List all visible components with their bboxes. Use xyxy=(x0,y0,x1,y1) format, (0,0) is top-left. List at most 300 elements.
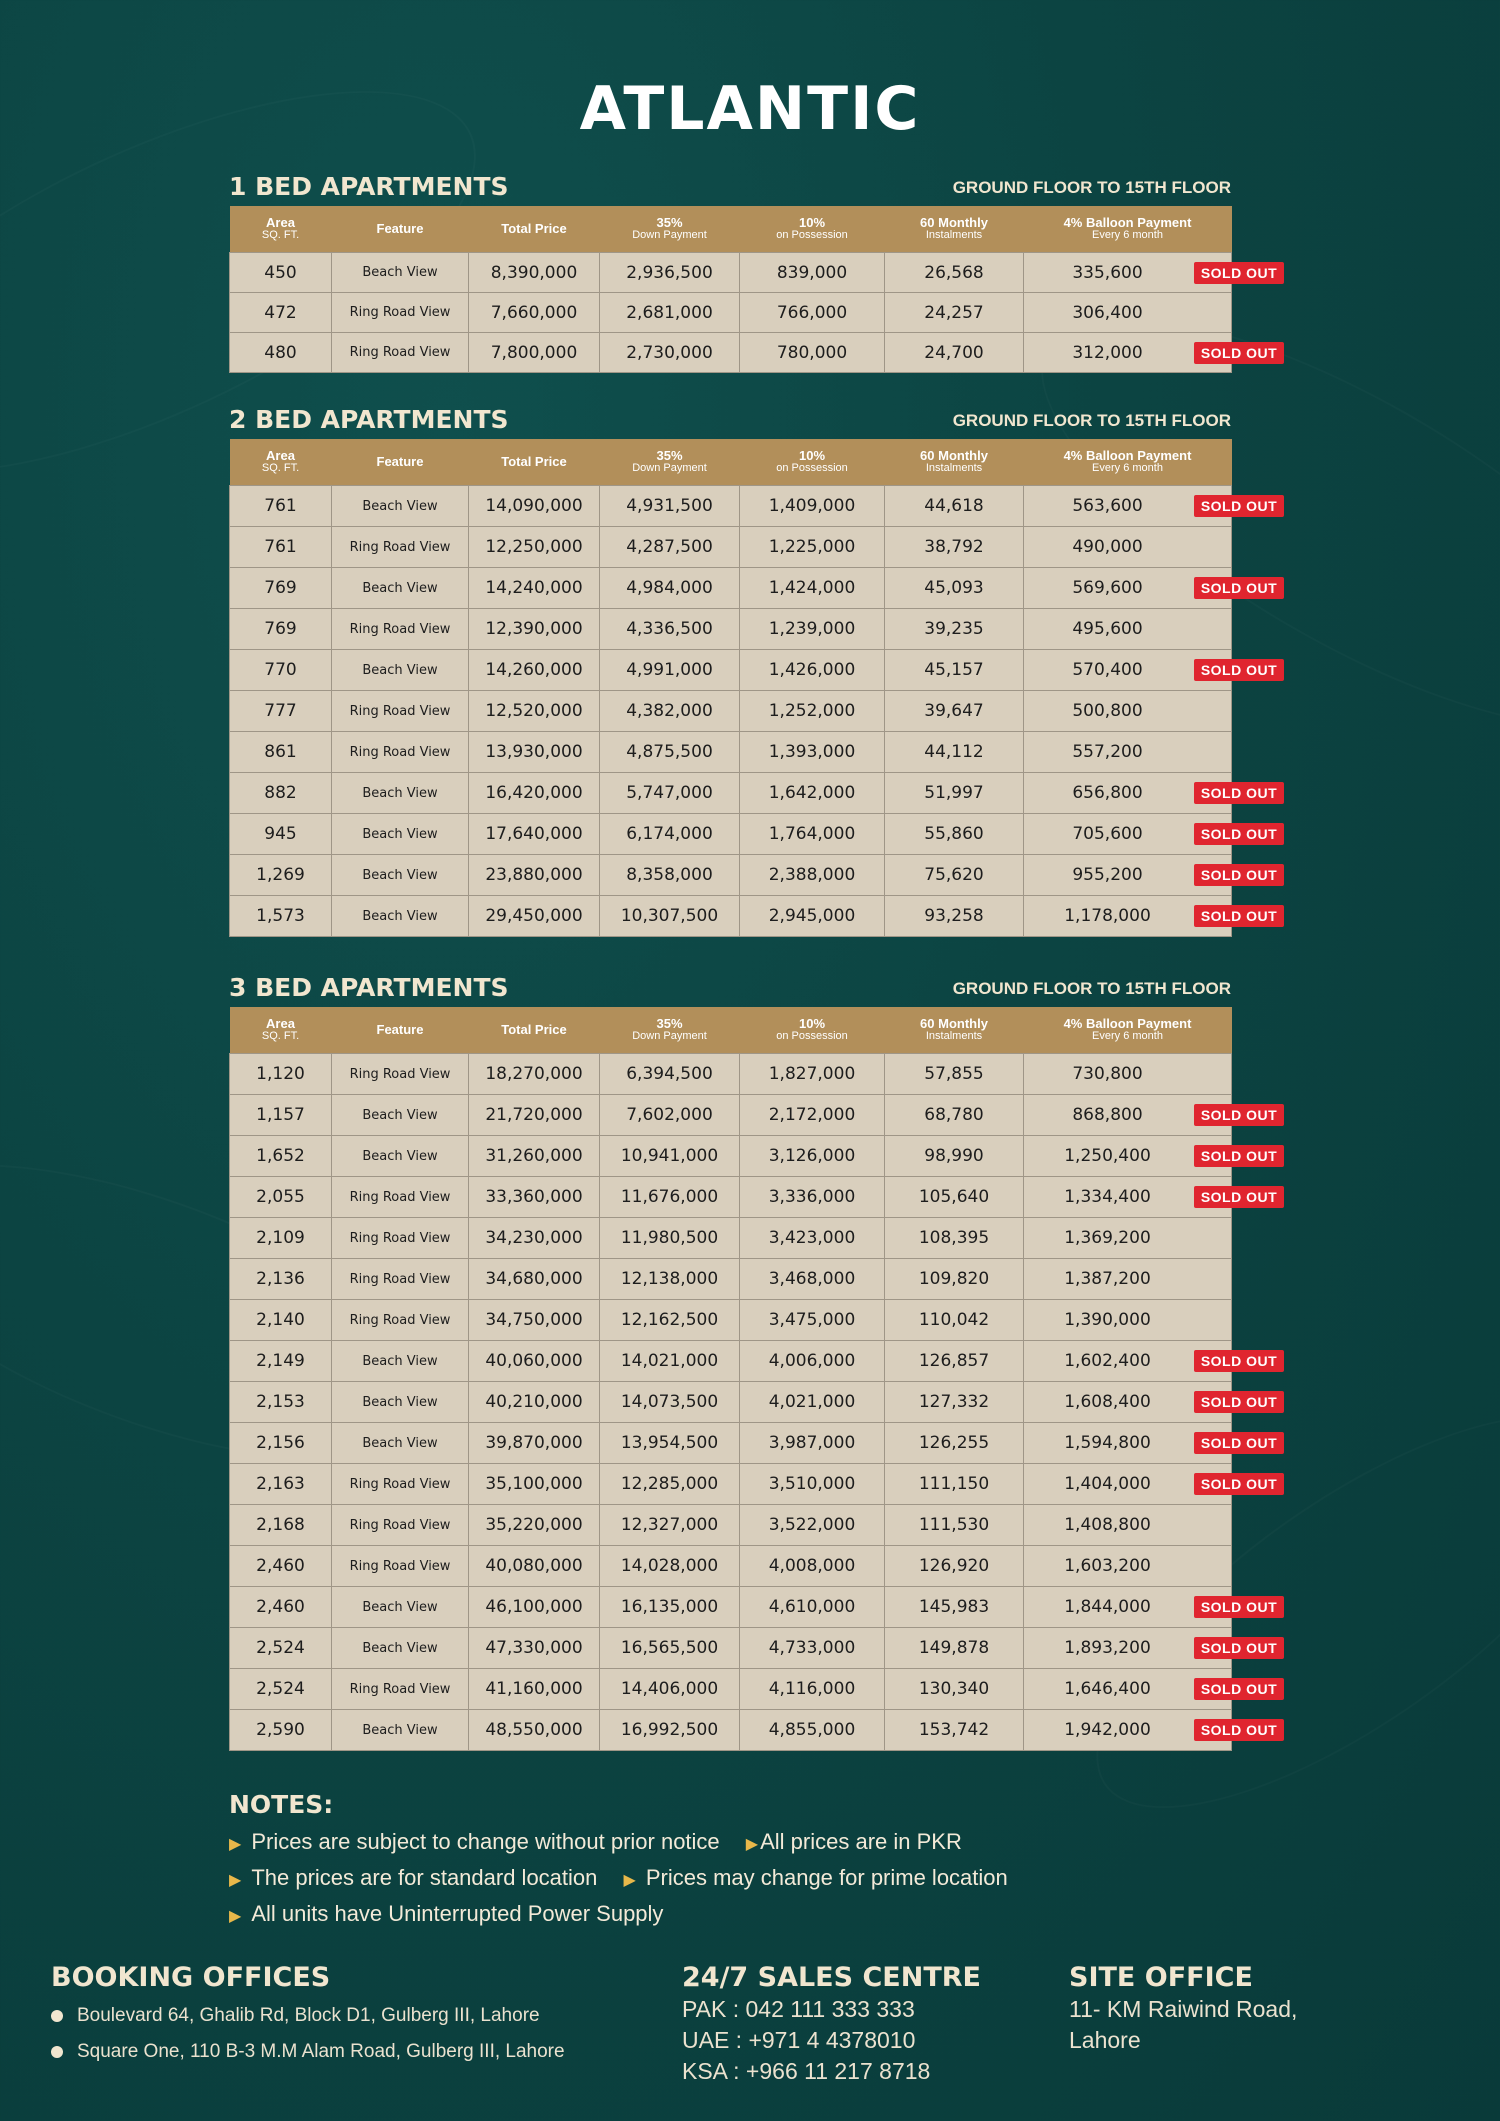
column-header-label: Feature xyxy=(376,221,424,236)
sold-out-badge: SOLD OUT xyxy=(1194,905,1284,927)
section-3-bed xyxy=(229,971,1278,1751)
sold-out-badge: SOLD OUT xyxy=(1194,1596,1284,1618)
table-row xyxy=(230,527,1232,568)
cell-feature: Beach View xyxy=(332,1710,469,1751)
column-header-monthly xyxy=(885,206,1024,253)
table-row xyxy=(230,1095,1232,1136)
column-header-sublabel: Down Payment xyxy=(632,1030,707,1042)
cell-balloon xyxy=(1024,1382,1278,1423)
section-title: 3 BED APARTMENTS xyxy=(229,973,509,1002)
table-row xyxy=(230,691,1232,732)
site-office-title: SITE OFFICE xyxy=(1069,1962,1253,1993)
cell-area: 2,140 xyxy=(230,1300,332,1341)
table-row xyxy=(230,1464,1232,1505)
section-floor-range: GROUND FLOOR TO 15TH FLOOR xyxy=(952,178,1231,197)
cell-area: 2,136 xyxy=(230,1259,332,1300)
cell-feature: Beach View xyxy=(332,1341,469,1382)
cell-feature: Ring Road View xyxy=(332,691,469,732)
play-arrow-icon: ▶ xyxy=(745,1836,759,1853)
cell-possession: 780,000 xyxy=(740,333,885,373)
cell-feature: Beach View xyxy=(332,1382,469,1423)
cell-down: 4,931,500 xyxy=(600,486,740,527)
cell-area: 2,156 xyxy=(230,1423,332,1464)
column-header-total xyxy=(469,439,600,486)
cell-down: 4,991,000 xyxy=(600,650,740,691)
sold-out-badge: SOLD OUT xyxy=(1194,1678,1284,1700)
column-header-possession xyxy=(740,1007,885,1054)
column-header-sublabel: on Possession xyxy=(776,462,848,474)
balloon-value: 955,200 xyxy=(1072,865,1143,885)
column-header-monthly xyxy=(885,1007,1024,1054)
cell-monthly: 149,878 xyxy=(885,1628,1024,1669)
column-header-possession xyxy=(740,206,885,253)
column-header-down xyxy=(600,439,740,486)
column-header-label: 35% xyxy=(656,1016,683,1031)
cell-area: 2,590 xyxy=(230,1710,332,1751)
table-row xyxy=(230,1587,1232,1628)
sold-out-badge: SOLD OUT xyxy=(1194,577,1284,599)
cell-total: 48,550,000 xyxy=(469,1710,600,1751)
cell-feature: Beach View xyxy=(332,773,469,814)
balloon-value: 306,400 xyxy=(1072,302,1143,323)
cell-total: 14,240,000 xyxy=(469,568,600,609)
cell-down: 7,602,000 xyxy=(600,1095,740,1136)
cell-total: 34,750,000 xyxy=(469,1300,600,1341)
cell-down: 16,565,500 xyxy=(600,1628,740,1669)
balloon-value: 1,602,400 xyxy=(1064,1351,1151,1371)
cell-total: 13,930,000 xyxy=(469,732,600,773)
table-row xyxy=(230,1382,1232,1423)
column-header-feature xyxy=(332,439,469,486)
cell-total: 18,270,000 xyxy=(469,1054,600,1095)
column-header-label: 35% xyxy=(656,215,683,230)
site-office xyxy=(1069,1962,1297,2055)
column-header-sublabel: on Possession xyxy=(776,1030,848,1042)
cell-monthly: 110,042 xyxy=(885,1300,1024,1341)
column-header-balloon xyxy=(1024,439,1232,486)
table-row xyxy=(230,1259,1232,1300)
cell-feature: Ring Road View xyxy=(332,732,469,773)
cell-total: 34,230,000 xyxy=(469,1218,600,1259)
cell-total: 8,390,000 xyxy=(469,253,600,293)
cell-area: 2,524 xyxy=(230,1628,332,1669)
cell-balloon xyxy=(1024,1177,1278,1218)
balloon-value: 1,646,400 xyxy=(1064,1679,1151,1699)
cell-feature: Ring Road View xyxy=(332,1300,469,1341)
sold-out-badge: SOLD OUT xyxy=(1194,782,1284,804)
column-header-label: 60 Monthly xyxy=(920,1016,988,1031)
sold-out-badge: SOLD OUT xyxy=(1194,1637,1284,1659)
column-header-label: 10% xyxy=(798,448,826,463)
sold-out-badge: SOLD OUT xyxy=(1194,864,1284,886)
cell-monthly: 127,332 xyxy=(885,1382,1024,1423)
cell-monthly: 45,157 xyxy=(885,650,1024,691)
column-header-label: Area xyxy=(266,215,295,230)
cell-area: 480 xyxy=(230,333,332,373)
cell-monthly: 57,855 xyxy=(885,1054,1024,1095)
cell-feature: Beach View xyxy=(332,855,469,896)
cell-possession: 4,116,000 xyxy=(740,1669,885,1710)
note-text: The prices are for standard location xyxy=(251,1865,598,1890)
column-header-sublabel: SQ. FT. xyxy=(261,229,300,241)
phone-ksa: KSA : +966 11 217 8718 xyxy=(682,2058,931,2084)
cell-total: 17,640,000 xyxy=(469,814,600,855)
site-address-line: 11- KM Raiwind Road, xyxy=(1069,1996,1298,2022)
phone-pak: PAK : 042 111 333 333 xyxy=(682,1996,915,2022)
balloon-value: 1,387,200 xyxy=(1064,1269,1151,1289)
cell-balloon xyxy=(1024,333,1278,373)
cell-total: 39,870,000 xyxy=(469,1423,600,1464)
address-text: Square One, 110 B-3 M.M Alam Road, Gulberg III, Lahore xyxy=(77,2041,565,2062)
cell-possession: 3,126,000 xyxy=(740,1136,885,1177)
cell-feature: Beach View xyxy=(332,486,469,527)
cell-area: 761 xyxy=(230,527,332,568)
sold-out-badge: SOLD OUT xyxy=(1194,1473,1284,1495)
table-row xyxy=(230,896,1232,937)
cell-possession: 1,764,000 xyxy=(740,814,885,855)
table-header-row xyxy=(230,439,1232,486)
cell-total: 47,330,000 xyxy=(469,1628,600,1669)
cell-feature: Beach View xyxy=(332,896,469,937)
cell-down: 12,327,000 xyxy=(600,1505,740,1546)
cell-balloon xyxy=(1024,609,1232,650)
cell-possession: 3,475,000 xyxy=(740,1300,885,1341)
booking-office-address xyxy=(51,2005,565,2027)
column-header-label: 60 Monthly xyxy=(920,448,988,463)
cell-feature: Ring Road View xyxy=(332,1464,469,1505)
column-header-feature xyxy=(332,206,469,253)
notes-line xyxy=(229,1865,1329,1891)
cell-balloon xyxy=(1024,1136,1278,1177)
table-header-row xyxy=(230,206,1232,253)
sales-centre xyxy=(682,1962,981,2086)
cell-down: 10,307,500 xyxy=(600,896,740,937)
cell-down: 5,747,000 xyxy=(600,773,740,814)
cell-possession: 4,006,000 xyxy=(740,1341,885,1382)
notes-title: NOTES: xyxy=(229,1790,334,1819)
sold-out-badge: SOLD OUT xyxy=(1194,1432,1284,1454)
cell-monthly: 44,112 xyxy=(885,732,1024,773)
cell-possession: 1,252,000 xyxy=(740,691,885,732)
cell-total: 16,420,000 xyxy=(469,773,600,814)
cell-monthly: 38,792 xyxy=(885,527,1024,568)
balloon-value: 312,000 xyxy=(1072,342,1143,363)
section-1-bed xyxy=(229,170,1278,373)
column-header-label: 10% xyxy=(798,215,826,230)
cell-feature: Beach View xyxy=(332,1628,469,1669)
cell-down: 4,984,000 xyxy=(600,568,740,609)
cell-monthly: 109,820 xyxy=(885,1259,1024,1300)
cell-possession: 1,424,000 xyxy=(740,568,885,609)
cell-area: 1,157 xyxy=(230,1095,332,1136)
cell-area: 2,460 xyxy=(230,1587,332,1628)
cell-monthly: 108,395 xyxy=(885,1218,1024,1259)
play-arrow-icon: ▶ xyxy=(623,1872,636,1889)
cell-possession: 3,423,000 xyxy=(740,1218,885,1259)
cell-possession: 4,021,000 xyxy=(740,1382,885,1423)
cell-balloon xyxy=(1024,1587,1278,1628)
cell-balloon xyxy=(1024,814,1278,855)
column-header-area xyxy=(230,439,332,486)
cell-feature: Beach View xyxy=(332,253,469,293)
cell-balloon xyxy=(1024,773,1278,814)
cell-down: 8,358,000 xyxy=(600,855,740,896)
section-2-bed xyxy=(229,403,1278,937)
cell-balloon xyxy=(1024,568,1278,609)
cell-total: 12,250,000 xyxy=(469,527,600,568)
column-header-area xyxy=(230,206,332,253)
cell-monthly: 44,618 xyxy=(885,486,1024,527)
column-header-label: Total Price xyxy=(501,221,567,236)
table-row xyxy=(230,568,1232,609)
table-row xyxy=(230,1136,1232,1177)
column-header-label: 4% Balloon Payment xyxy=(1063,1016,1192,1031)
cell-balloon xyxy=(1024,1095,1278,1136)
cell-total: 12,520,000 xyxy=(469,691,600,732)
table-row xyxy=(230,609,1232,650)
table-row xyxy=(230,1054,1232,1095)
cell-possession: 839,000 xyxy=(740,253,885,293)
column-header-label: Area xyxy=(266,1016,295,1031)
column-header-possession xyxy=(740,439,885,486)
cell-feature: Ring Road View xyxy=(332,1054,469,1095)
column-header-sublabel: Down Payment xyxy=(632,462,707,474)
cell-area: 777 xyxy=(230,691,332,732)
balloon-value: 563,600 xyxy=(1072,496,1143,516)
note-text: Prices are subject to change without prior notice xyxy=(251,1829,720,1854)
balloon-value: 557,200 xyxy=(1072,742,1143,762)
booking-offices xyxy=(51,1962,565,2063)
cell-possession: 4,610,000 xyxy=(740,1587,885,1628)
cell-total: 41,160,000 xyxy=(469,1669,600,1710)
cell-area: 2,524 xyxy=(230,1669,332,1710)
sales-centre-title: 24/7 SALES CENTRE xyxy=(682,1962,981,1993)
play-arrow-icon: ▶ xyxy=(229,1836,242,1853)
sold-out-badge: SOLD OUT xyxy=(1194,823,1284,845)
cell-monthly: 130,340 xyxy=(885,1669,1024,1710)
table-row xyxy=(230,333,1232,373)
cell-possession: 3,522,000 xyxy=(740,1505,885,1546)
cell-balloon xyxy=(1024,1341,1278,1382)
booking-offices-title: BOOKING OFFICES xyxy=(51,1962,331,1993)
cell-feature: Ring Road View xyxy=(332,1259,469,1300)
cell-monthly: 75,620 xyxy=(885,855,1024,896)
cell-down: 14,021,000 xyxy=(600,1341,740,1382)
note-text: Prices may change for prime location xyxy=(645,1865,1008,1890)
cell-balloon xyxy=(1024,1423,1278,1464)
cell-possession: 4,733,000 xyxy=(740,1628,885,1669)
cell-area: 770 xyxy=(230,650,332,691)
column-header-label: Feature xyxy=(376,454,424,469)
cell-total: 40,210,000 xyxy=(469,1382,600,1423)
balloon-value: 1,408,800 xyxy=(1064,1515,1151,1535)
column-header-balloon xyxy=(1024,1007,1232,1054)
address-text: Boulevard 64, Ghalib Rd, Block D1, Gulberg III, Lahore xyxy=(77,2005,540,2026)
section-title: 1 BED APARTMENTS xyxy=(229,172,509,201)
table-row xyxy=(230,732,1232,773)
note-item xyxy=(229,1829,720,1855)
cell-balloon xyxy=(1024,650,1278,691)
cell-area: 2,163 xyxy=(230,1464,332,1505)
cell-total: 35,220,000 xyxy=(469,1505,600,1546)
table-row xyxy=(230,1710,1232,1751)
note-item xyxy=(229,1865,597,1891)
price-table xyxy=(229,206,1278,373)
sold-out-badge: SOLD OUT xyxy=(1194,342,1284,364)
balloon-value: 1,603,200 xyxy=(1064,1556,1151,1576)
cell-possession: 1,409,000 xyxy=(740,486,885,527)
cell-area: 769 xyxy=(230,568,332,609)
cell-area: 1,573 xyxy=(230,896,332,937)
table-row xyxy=(230,1628,1232,1669)
cell-down: 2,730,000 xyxy=(600,333,740,373)
cell-possession: 766,000 xyxy=(740,293,885,333)
phone-uae: UAE : +971 4 4378010 xyxy=(682,2027,916,2053)
note-text: All prices are in PKR xyxy=(760,1829,962,1854)
column-header-label: Total Price xyxy=(501,1022,567,1037)
cell-total: 34,680,000 xyxy=(469,1259,600,1300)
cell-area: 1,269 xyxy=(230,855,332,896)
cell-down: 4,287,500 xyxy=(600,527,740,568)
cell-area: 1,120 xyxy=(230,1054,332,1095)
cell-possession: 3,987,000 xyxy=(740,1423,885,1464)
cell-total: 29,450,000 xyxy=(469,896,600,937)
notes-block xyxy=(229,1790,1329,1927)
cell-possession: 1,225,000 xyxy=(740,527,885,568)
price-table xyxy=(229,1007,1278,1751)
cell-monthly: 68,780 xyxy=(885,1095,1024,1136)
balloon-value: 705,600 xyxy=(1072,824,1143,844)
cell-total: 14,090,000 xyxy=(469,486,600,527)
balloon-value: 335,600 xyxy=(1072,262,1143,283)
cell-down: 4,875,500 xyxy=(600,732,740,773)
cell-feature: Beach View xyxy=(332,650,469,691)
balloon-value: 569,600 xyxy=(1072,578,1143,598)
cell-total: 12,390,000 xyxy=(469,609,600,650)
cell-area: 2,153 xyxy=(230,1382,332,1423)
cell-possession: 1,827,000 xyxy=(740,1054,885,1095)
notes-line xyxy=(229,1901,1329,1927)
play-arrow-icon: ▶ xyxy=(229,1908,242,1925)
column-header-down xyxy=(600,206,740,253)
table-row xyxy=(230,1546,1232,1587)
sold-out-badge: SOLD OUT xyxy=(1194,262,1284,284)
cell-down: 6,394,500 xyxy=(600,1054,740,1095)
column-header-total xyxy=(469,1007,600,1054)
cell-feature: Ring Road View xyxy=(332,293,469,333)
cell-monthly: 111,150 xyxy=(885,1464,1024,1505)
table-row xyxy=(230,486,1232,527)
cell-monthly: 126,857 xyxy=(885,1341,1024,1382)
cell-balloon xyxy=(1024,1505,1232,1546)
cell-balloon xyxy=(1024,1054,1232,1095)
cell-down: 14,406,000 xyxy=(600,1669,740,1710)
notes-line xyxy=(229,1829,1329,1855)
cell-area: 945 xyxy=(230,814,332,855)
cell-feature: Beach View xyxy=(332,1423,469,1464)
column-header-balloon xyxy=(1024,206,1232,253)
cell-feature: Ring Road View xyxy=(332,609,469,650)
balloon-value: 656,800 xyxy=(1072,783,1143,803)
cell-balloon xyxy=(1024,855,1278,896)
cell-balloon xyxy=(1024,1464,1278,1505)
table-row xyxy=(230,1505,1232,1546)
column-header-label: Total Price xyxy=(501,454,567,469)
table-row xyxy=(230,1300,1232,1341)
bullet-icon xyxy=(51,2010,63,2022)
cell-feature: Ring Road View xyxy=(332,1546,469,1587)
cell-area: 769 xyxy=(230,609,332,650)
note-text: All units have Uninterrupted Power Supply xyxy=(251,1901,664,1926)
column-header-sublabel: Instalments xyxy=(925,462,983,474)
cell-total: 21,720,000 xyxy=(469,1095,600,1136)
cell-area: 2,149 xyxy=(230,1341,332,1382)
cell-area: 2,460 xyxy=(230,1546,332,1587)
cell-area: 2,109 xyxy=(230,1218,332,1259)
column-header-label: 4% Balloon Payment xyxy=(1063,215,1192,230)
cell-possession: 2,388,000 xyxy=(740,855,885,896)
cell-down: 4,336,500 xyxy=(600,609,740,650)
cell-total: 7,660,000 xyxy=(469,293,600,333)
play-arrow-icon: ▶ xyxy=(229,1872,242,1889)
cell-balloon xyxy=(1024,896,1278,937)
balloon-value: 730,800 xyxy=(1072,1064,1143,1084)
table-row xyxy=(230,650,1232,691)
cell-total: 14,260,000 xyxy=(469,650,600,691)
cell-balloon xyxy=(1024,1218,1232,1259)
column-header-area xyxy=(230,1007,332,1054)
section-floor-range: GROUND FLOOR TO 15TH FLOOR xyxy=(952,411,1231,430)
table-row xyxy=(230,814,1232,855)
cell-monthly: 26,568 xyxy=(885,253,1024,293)
page-title: ATLANTIC xyxy=(579,74,921,144)
booking-office-address xyxy=(51,2041,565,2063)
table-row xyxy=(230,1341,1232,1382)
column-header-feature xyxy=(332,1007,469,1054)
cell-down: 10,941,000 xyxy=(600,1136,740,1177)
balloon-value: 1,334,400 xyxy=(1064,1187,1151,1207)
column-header-sublabel: Instalments xyxy=(925,1030,983,1042)
table-row xyxy=(230,293,1232,333)
column-header-label: 60 Monthly xyxy=(920,215,988,230)
note-item xyxy=(624,1865,1008,1891)
column-header-label: 35% xyxy=(656,448,683,463)
cell-monthly: 126,255 xyxy=(885,1423,1024,1464)
cell-feature: Ring Road View xyxy=(332,1505,469,1546)
cell-down: 16,992,500 xyxy=(600,1710,740,1751)
note-item xyxy=(746,1829,962,1855)
balloon-value: 1,390,000 xyxy=(1064,1310,1151,1330)
cell-area: 2,055 xyxy=(230,1177,332,1218)
cell-feature: Beach View xyxy=(332,1136,469,1177)
cell-down: 12,285,000 xyxy=(600,1464,740,1505)
cell-feature: Beach View xyxy=(332,1587,469,1628)
balloon-value: 500,800 xyxy=(1072,701,1143,721)
table-row xyxy=(230,1423,1232,1464)
site-address-line: Lahore xyxy=(1069,2027,1141,2053)
cell-monthly: 126,920 xyxy=(885,1546,1024,1587)
sold-out-badge: SOLD OUT xyxy=(1194,495,1284,517)
cell-balloon xyxy=(1024,1628,1278,1669)
section-floor-range: GROUND FLOOR TO 15TH FLOOR xyxy=(952,979,1231,998)
cell-balloon xyxy=(1024,732,1232,773)
column-header-label: Feature xyxy=(376,1022,424,1037)
cell-possession: 4,008,000 xyxy=(740,1546,885,1587)
balloon-value: 490,000 xyxy=(1072,537,1143,557)
sold-out-badge: SOLD OUT xyxy=(1194,1350,1284,1372)
balloon-value: 1,594,800 xyxy=(1064,1433,1151,1453)
cell-balloon xyxy=(1024,1546,1232,1587)
